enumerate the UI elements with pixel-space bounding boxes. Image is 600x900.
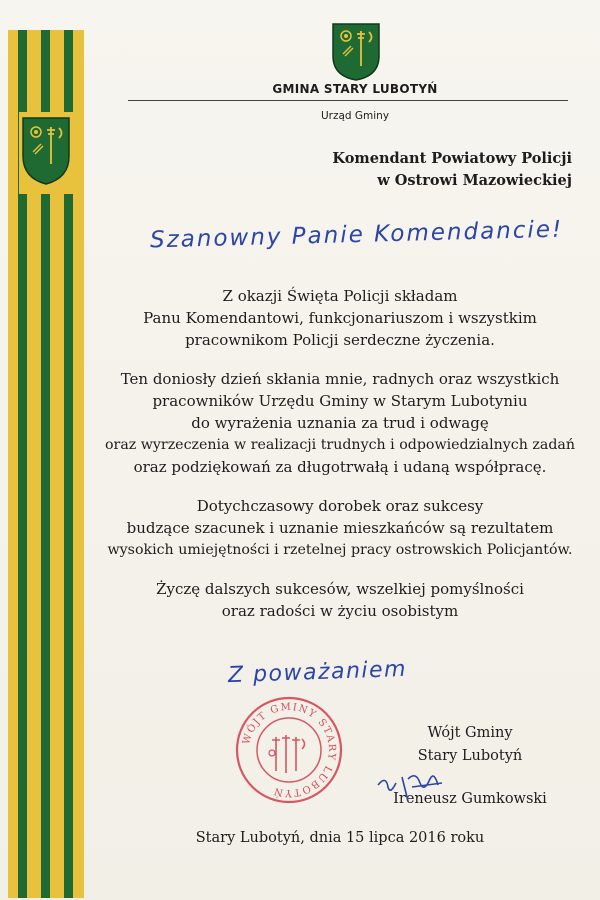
text-line: pracowników Urzędu Gminy w Starym Lubotyniu xyxy=(152,392,528,410)
text-line: oraz radości w życiu osobistym xyxy=(221,602,459,620)
paragraph xyxy=(90,285,590,351)
ribbon-crest-area xyxy=(19,112,73,194)
text-line: Z okazji Święta Policji składam xyxy=(222,287,458,305)
municipality-name: GMINA STARY LUBOTYŃ xyxy=(272,82,438,96)
text-line: pracownikom Policji serdeczne życzenia. xyxy=(185,331,495,349)
svg-text:WÓJT GMINY STARY LUBOTYŃ: WÓJT GMINY STARY LUBOTYŃ xyxy=(241,701,338,799)
text-line: wysokich umiejętności i rzetelnej pracy ostrowskich Policjantów. xyxy=(107,542,573,558)
text-line: Panu Komendantowi, funkcjonariuszom i wszystkim xyxy=(143,309,537,327)
handwritten-signature-icon xyxy=(372,765,492,805)
text-line: Życzę dalszych sukcesów, wszelkiej pomyślności xyxy=(156,580,524,598)
office-name: Urząd Gminy xyxy=(320,110,390,122)
text-line: do wyrażenia uznania za trud i odwagę xyxy=(191,414,489,432)
decorative-ribbon xyxy=(8,30,84,898)
text-line: oraz podziękowań za długotrwałą i udaną współpracę. xyxy=(133,458,547,476)
header-divider xyxy=(128,100,568,101)
text-line: oraz wyrzeczenia w realizacji trudnych i odpowiedzialnych zadań xyxy=(105,437,575,453)
text-line: Dotychczasowy dorobek oraz sukcesy xyxy=(196,497,484,515)
handwritten-greeting: Szanowny Panie Komendancie! xyxy=(149,216,564,254)
official-seal-icon xyxy=(234,695,344,805)
paragraph xyxy=(90,578,590,622)
text-line: budzące szacunek i uznanie mieszkańców są rezultatem xyxy=(126,519,554,537)
handwritten-closing: Z poważaniem xyxy=(227,656,408,689)
place-and-date: Stary Lubotyń, dnia 15 lipca 2016 roku xyxy=(195,830,485,846)
paragraph xyxy=(90,495,590,561)
addressee-line: Komendant Powiatowy Policji xyxy=(332,150,572,167)
text-line: Ten doniosły dzień skłania mnie, radnych oraz wszystkich xyxy=(120,370,560,388)
signer-title: Wójt Gminy xyxy=(427,725,513,741)
coat-of-arms-icon xyxy=(330,22,382,82)
paragraph xyxy=(90,368,590,478)
signer-title: Stary Lubotyń xyxy=(417,748,523,764)
signer-name: Ireneusz Gumkowski xyxy=(393,791,547,807)
addressee-line: w Ostrowi Mazowieckiej xyxy=(377,172,572,189)
letter-body xyxy=(90,285,590,639)
coat-of-arms-icon xyxy=(21,116,71,186)
addressee xyxy=(332,148,572,192)
